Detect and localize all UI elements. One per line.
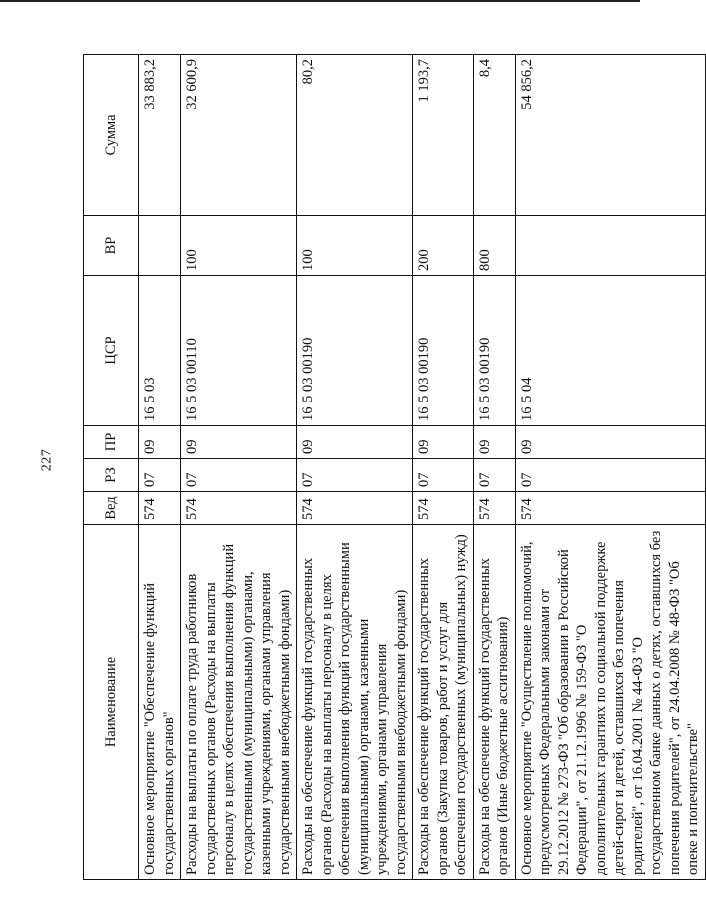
cell-name: Расходы на обеспечение функций государственных органов (Иные бюджетные ассигнования): [473, 525, 515, 880]
table-row: [413, 55, 474, 880]
cell-csr: 16 5 03 00190: [297, 276, 413, 426]
cell-name: Расходы на обеспечение функций государственных органов (Закупка товаров, работ и услуг для обеспечения государственных (муниципальных) нужд): [413, 525, 474, 880]
cell-csr: 16 5 04: [515, 276, 705, 426]
header-name: Наименование: [84, 525, 139, 880]
cell-ved: 574: [473, 492, 515, 525]
cell-name: Основное мероприятие "Обеспечение функций государственных органов": [139, 525, 181, 880]
cell-ved: 574: [413, 492, 474, 525]
cell-csr: 16 5 03 00190: [473, 276, 515, 426]
table-row: [473, 55, 515, 880]
cell-name: Расходы на обеспечение функций государственных органов (Расходы на выплаты персоналу в целях обеспечения выполнения функций государственными (муниципальными) органами, казенными учреждениями, органами управления государственными внебюджетными фондами): [297, 525, 413, 880]
cell-vr: 100: [297, 216, 413, 276]
cell-sum: 32 600,9: [181, 55, 297, 216]
header-csr: ЦСР: [84, 276, 139, 426]
cell-vr: 800: [473, 216, 515, 276]
cell-rz: 07: [413, 459, 474, 492]
cell-sum: 33 883,2: [139, 55, 181, 216]
cell-rz: 07: [515, 459, 705, 492]
cell-sum: 1 193,7: [413, 55, 474, 216]
header-ved: Вед: [84, 492, 139, 525]
cell-csr: 16 5 03 00190: [413, 276, 474, 426]
cell-pr: 09: [515, 426, 705, 459]
cell-ved: 574: [181, 492, 297, 525]
cell-ved: 574: [297, 492, 413, 525]
header-vr: ВР: [84, 216, 139, 276]
cell-rz: 07: [297, 459, 413, 492]
header-sum: Сумма: [84, 55, 139, 216]
table-row: [181, 55, 297, 880]
cell-rz: 07: [139, 459, 181, 492]
rotated-table-container: [83, 55, 701, 880]
scan-edge: [0, 0, 640, 2]
cell-pr: 09: [413, 426, 474, 459]
cell-pr: 09: [139, 426, 181, 459]
cell-pr: 09: [181, 426, 297, 459]
cell-ved: 574: [139, 492, 181, 525]
cell-vr: 100: [181, 216, 297, 276]
budget-table: [83, 54, 706, 880]
page-number: 227: [39, 448, 55, 472]
table-header-row: [84, 55, 139, 880]
cell-sum: 54 856,2: [515, 55, 705, 216]
cell-vr: 200: [413, 216, 474, 276]
header-rz: РЗ: [84, 459, 139, 492]
cell-name: Расходы на выплаты по оплате труда работников государственных органов (Расходы на выплаты персоналу в целях обеспечения выполнения функций государственными (муниципальными) органами, казенными учреждениями, органами управления государственными внебюджетными фондами): [181, 525, 297, 880]
cell-rz: 07: [181, 459, 297, 492]
cell-sum: 80,2: [297, 55, 413, 216]
cell-vr: [515, 216, 705, 276]
cell-csr: 16 5 03 00110: [181, 276, 297, 426]
header-pr: ПР: [84, 426, 139, 459]
table-row: [297, 55, 413, 880]
table-row: [139, 55, 181, 880]
cell-pr: 09: [473, 426, 515, 459]
table-row: [515, 55, 705, 880]
cell-csr: 16 5 03: [139, 276, 181, 426]
cell-rz: 07: [473, 459, 515, 492]
cell-pr: 09: [297, 426, 413, 459]
cell-name: Основное мероприятие "Осуществление полномочий, предусмотренных Федеральными законами от 29.12.2012 № 273-ФЗ "Об образовании в Российской Федерации", от 21.12.1996 № 159-ФЗ "О дополнительных гарантиях по социальной поддержке детей-сирот и детей, оставшихся без попечения родителей", от 16.04.2001 № 44-ФЗ "О государственном банке данных о детях, оставшихся без попечения родителей", от 24.04.2008 № 48-ФЗ "Об опеке и попечительстве": [515, 525, 705, 880]
cell-ved: 574: [515, 492, 705, 525]
cell-vr: [139, 216, 181, 276]
cell-sum: 8,4: [473, 55, 515, 216]
